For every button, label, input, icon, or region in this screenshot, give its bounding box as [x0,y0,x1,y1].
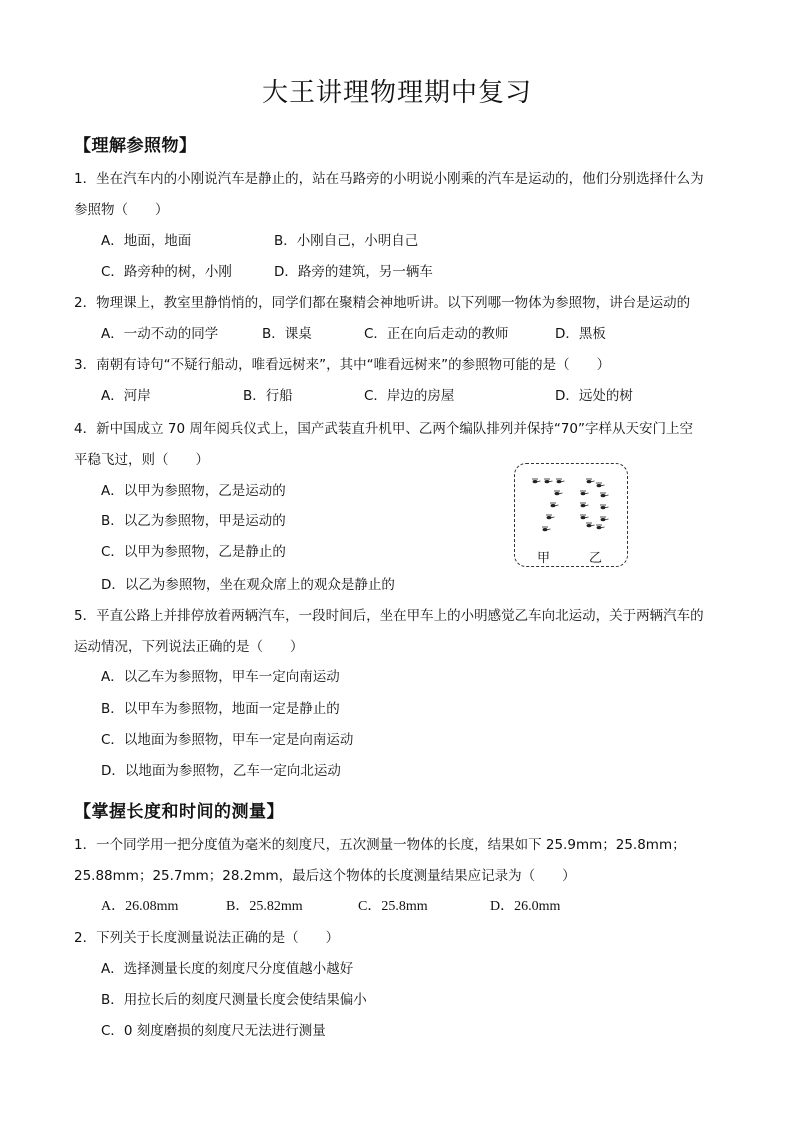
option-a: A．地面，地面 [101,233,192,249]
question-text: 5．平直公路上并排停放着两辆汽车，一段时间后，坐在甲车上的小明感觉乙车向北运动，关于两辆汽车的 [74,608,704,624]
option-d: D．26.0mm [490,899,561,914]
option-a: A．26.08mm [101,899,179,914]
option-a: A．河岸 [101,388,151,404]
option-c: C．以甲为参照物，乙是静止的 [101,544,286,560]
section-heading-reference: 【理解参照物】 [74,136,197,156]
helicopter-icon [553,490,563,496]
option-b: B．用拉长后的刻度尺测量长度会使结果偏小 [101,992,367,1008]
helicopter-icon [555,478,565,484]
option-b: B．课桌 [262,326,312,342]
question-text: 运动情况，下列说法正确的是（ ） [74,639,304,655]
option-c: C．0 刻度磨损的刻度尺无法进行测量 [101,1023,326,1039]
option-c: C．以地面为参照物，甲车一定是向南运动 [101,732,354,748]
option-b: B．以甲车为参照物，地面一定是静止的 [101,701,340,717]
helicopter-icon [599,492,609,498]
option-b: B．小刚自己，小明自己 [274,233,419,249]
option-a: A．选择测量长度的刻度尺分度值越小越好 [101,961,354,977]
question-text: 4．新中国成立 70 周年阅兵仪式上，国产武装直升机甲、乙两个编队排列并保持“70”字样从天安门上空 [74,421,694,437]
page-title: 大王讲理物理期中复习 [261,78,532,108]
helicopter-icon [531,478,541,484]
section-heading-measurement: 【掌握长度和时间的测量】 [74,802,284,822]
helicopter-icon [595,524,605,530]
helicopter-icon [585,478,595,484]
option-d: D．黑板 [555,326,606,342]
helicopter-icon [585,522,595,528]
question-text: 1．坐在汽车内的小刚说汽车是静止的，站在马路旁的小明说小刚乘的汽车是运动的，他们分别选择什么为 [74,171,704,187]
question-text: 1．一个同学用一把分度值为毫米的刻度尺，五次测量一物体的长度，结果如下 25.9mm；25.8mm； [74,837,686,853]
helicopter-icon [579,514,589,520]
option-c: C．正在向后走动的教师 [364,326,509,342]
option-a: A．一动不动的同学 [101,326,219,342]
helicopter-icon [543,478,553,484]
option-a: A．以甲为参照物，乙是运动的 [101,483,286,499]
option-b: B．行船 [243,388,293,404]
helicopter-icon [549,502,559,508]
option-b: B．以乙为参照物，甲是运动的 [101,513,286,529]
option-c: C．路旁种的树，小刚 [101,264,232,280]
question-text: 参照物（ ） [74,202,169,218]
option-c: C．岸边的房屋 [364,388,455,404]
option-a: A．以乙车为参照物，甲车一定向南运动 [101,669,340,685]
helicopter-icon [599,504,609,510]
option-d: D．以乙为参照物，坐在观众席上的观众是静止的 [101,577,395,593]
option-d: D．路旁的建筑，另一辆车 [274,264,433,280]
helicopter-icon [545,514,555,520]
question-text: 2．物理课上，教室里静悄悄的，同学们都在聚精会神地听讲。以下列哪一物体为参照物，讲台是运动的 [74,295,691,311]
helicopter-icon [599,516,609,522]
label-yi: 乙 [589,551,603,566]
question-text: 3．南朝有诗句“不疑行船动，唯看远树来”，其中“唯看远树来”的参照物可能的是（ ） [74,357,611,373]
option-d: D．以地面为参照物，乙车一定向北运动 [101,763,341,779]
option-d: D．远处的树 [555,388,633,404]
helicopter-icon [579,502,589,508]
question-text: 平稳飞过，则（ ） [74,452,209,468]
label-jia: 甲 [537,551,551,566]
helicopter-icon [541,526,551,532]
option-b: B．25.82mm [226,899,303,914]
helicopter-formation-diagram [514,463,628,567]
helicopter-icon [595,482,605,488]
helicopter-icon [579,490,589,496]
option-c: C．25.8mm [358,899,428,914]
question-text: 25.88mm；25.7mm；28.2mm，最后这个物体的长度测量结果应记录为（ ） [74,868,576,884]
question-text: 2．下列关于长度测量说法正确的是（ ） [74,930,340,946]
